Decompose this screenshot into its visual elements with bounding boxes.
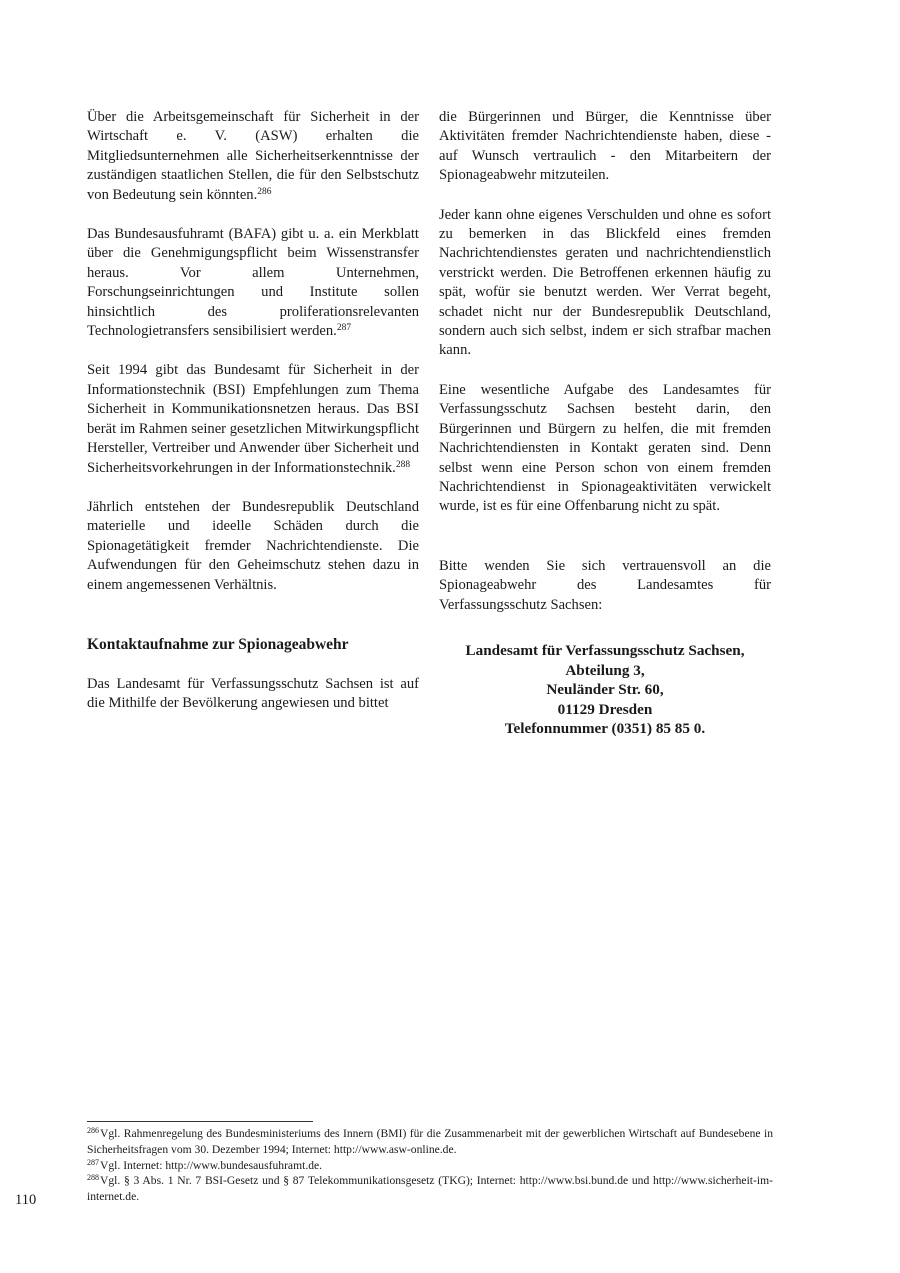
- footnote-287: [87, 1158, 773, 1174]
- footnote-number: 286: [87, 1126, 99, 1135]
- address-line-office: Landesamt für Verfassungsschutz Sachsen,: [465, 641, 745, 659]
- footnotes: [87, 1126, 773, 1205]
- footnote-text: Vgl. Internet: http://www.bundesausfuhramt.de.: [100, 1158, 323, 1172]
- paragraph-task: Eine wesentliche Aufgabe des Landesamtes für Verfassungsschutz Sachsen besteht darin, den Bürgerinnen und Bürgern zu helfen, die mit fremden Nachrichtendiensten in Kontakt geraten sind. Denn selbst wenn eine Person schon von einem fremden Nachrichtendienst in Spionageaktivitäten verwickelt wurde, ist es für eine Offenbarung nicht zu spät.: [439, 381, 771, 515]
- section-heading: Kontaktaufnahme zur Spionageabwehr: [87, 635, 349, 653]
- paragraph-damages: Jährlich entstehen der Bundesrepublik Deutschland materielle und ideelle Schäden durch die Spionagetätigkeit fremder Nachrichtendienste. Die Aufwendungen für den Geheimschutz stehen dazu in einem angemessenen Verhältnis.: [87, 498, 419, 593]
- footnote-ref-288[interactable]: 288: [395, 459, 411, 470]
- footnote-ref-286[interactable]: 286: [257, 186, 272, 197]
- footnote-number: 288: [87, 1173, 99, 1183]
- footnote-text: Vgl. Rahmenregelung des Bundesministeriums des Innern (BMI) für die Zusammenarbeit mit der gewerblichen Wirtschaft auf Bundesebene in Sicherheitsfragen vom 30. Dezember 1994; Internet: http://www.asw-online.de.: [87, 1127, 773, 1156]
- left-column: [87, 108, 419, 714]
- footnote-text: Vgl. § 3 Abs. 1 Nr. 7 BSI-Gesetz und § 87 Telekommunikationsgesetz (TKG); Internet: http://www.bsi.bund.de und http://www.sicherheit-im-internet.de.: [87, 1174, 773, 1204]
- footnote-288: [87, 1173, 773, 1205]
- footnote-286: [87, 1126, 773, 1158]
- paragraph-bafa: Das Bundesausfuhramt (BAFA) gibt u. a. ein Merkblatt über die Genehmigungspflicht beim Wissenstransfer heraus. Vor allem Unternehmen, Forschungseinrichtungen und Institute sollen hinsichtlich des proliferationsrelevanten Technologietransfers sensibilisiert werden.$^{287}$: [87, 226, 419, 340]
- footnote-divider: [87, 1121, 313, 1122]
- right-column: [439, 108, 771, 739]
- paragraph-entanglement: Jeder kann ohne eigenes Verschulden und ohne es sofort zu bemerken in das Blickfeld eines fremden Nachrichtendienstes geraten und nachrichtendienstlich verstrickt werden. Die Betroffenen erkennen häufig zu spät, wofür sie benutzt werden. Wer Verrat begeht, schadet nicht nur der Bundesrepublik Deutschland, sondern auch sich selbst, indem er sich strafbar machen kann.: [439, 206, 771, 359]
- paragraph-asw: Über die Arbeitsgemeinschaft für Sicherheit in der Wirtschaft e. V. (ASW) erhalten die Mitgliedsunternehmen alle Sicherheitserkenntnisse der zuständigen staatlichen Stellen, die für den Selbstschutz von Bedeutung sein könnten.$^{286}$: [87, 109, 419, 203]
- footnote-ref-287[interactable]: 287: [336, 323, 352, 334]
- address-line-city: 01129 Dresden: [557, 700, 653, 718]
- paragraph-bsi: Seit 1994 gibt das Bundesamt für Sicherheit in der Informationstechnik (BSI) Empfehlungen zum Thema Sicherheit in Kommunikationsnetzen heraus. Das BSI berät im Rahmen seiner gesetzlichen Mitwirkungspflicht Hersteller, Vertreiber und Anwender über Sicherheit und Sicherheitsvorkehrungen in der Informationstechnik.$^{288}$: [87, 362, 419, 476]
- address-line-department: Abteilung 3,: [565, 661, 645, 679]
- address-line-street: Neuländer Str. 60,: [546, 681, 664, 699]
- address-line-phone: Telefonnummer (0351) 85 85 0.: [504, 720, 706, 738]
- paragraph-appeal: Bitte wenden Sie sich vertrauensvoll an die Spionageabwehr des Landesamtes für Verfassungsschutz Sachsen:: [439, 557, 771, 613]
- contact-address: [439, 641, 771, 739]
- page-number: 110: [15, 1192, 37, 1208]
- footnote-number: 287: [87, 1157, 99, 1167]
- paragraph-citizens: die Bürgerinnen und Bürger, die Kenntnisse über Aktivitäten fremder Nachrichtendienste haben, diese - auf Wunsch vertraulich - den Mitarbeitern der Spionageabwehr mitzuteilen.: [439, 109, 771, 184]
- paragraph-contact-intro: Das Landesamt für Verfassungsschutz Sachsen ist auf die Mithilfe der Bevölkerung angewiesen und bittet: [87, 675, 419, 712]
